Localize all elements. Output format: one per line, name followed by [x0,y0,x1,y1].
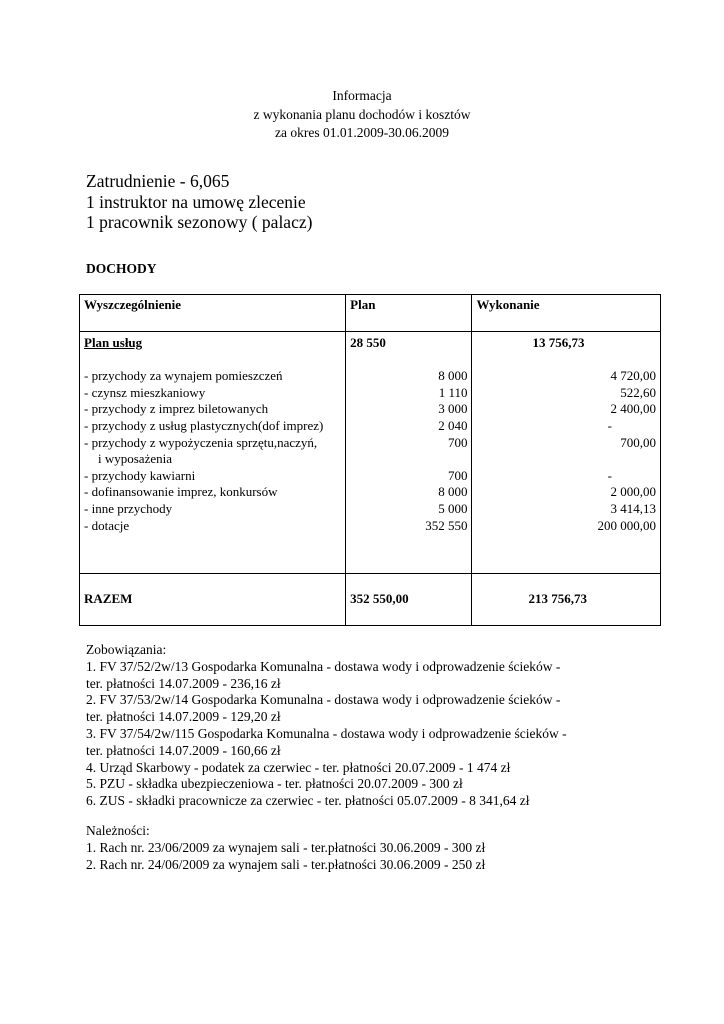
liability-line: 1. FV 37/52/2w/13 Gospodarka Komunalna - dostawa wody i odprowadzenie ścieków - [86,658,561,674]
employment-line: 1 pracownik sezonowy ( palacz) [86,212,313,232]
receivable-line: 1. Rach nr. 23/06/2009 za wynajem sali - ter.płatności 30.06.2009 - 300 zł [86,839,486,855]
liabilities-section [86,642,567,810]
table-header-row [80,295,661,332]
row-label: - czynsz mieszkaniowy [84,384,206,400]
liability-line: 3. FV 37/54/2w/115 Gospodarka Komunalna - dostawa wody i odprowadzenie ścieków - [86,725,567,741]
row-label: - przychody kawiarni [84,467,196,483]
liability-line: 4. Urząd Skarbowy - podatek za czerwiec - ter. płatności 20.07.2009 - 1 474 zł [86,759,511,775]
plan-total-label: Plan usług [84,335,143,350]
header-period: za okres 01.01.2009-30.06.2009 [275,125,449,140]
column-header: Wyszczególnienie [80,295,346,332]
plan-value: 2 040 [438,417,468,433]
header-subtitle: z wykonania planu dochodów i kosztów [253,106,471,122]
actual-value: 200 000,00 [597,517,656,533]
row-label: - przychody z usług plastycznych(dof imprez) [84,417,324,433]
actual-cell [472,332,661,574]
plan-value: 352 550 [425,517,468,533]
column-header: Wykonanie [472,295,661,332]
actual-value: 4 720,00 [610,368,656,384]
plan-value: 700 [447,467,468,483]
total-actual: 213 756,73 [472,574,661,626]
employment-line: Zatrudnienie - 6,065 [86,171,230,191]
total-plan: 352 550,00 [346,574,472,626]
column-header: Plan [346,295,472,332]
labels-cell [80,332,346,574]
section-title: DOCHODY [86,261,157,276]
receivables-title: Należności: [86,823,150,838]
liability-line: 2. FV 37/53/2w/14 Gospodarka Komunalna - dostawa wody i odprowadzenie ścieków - [86,692,561,708]
table-body-row [80,332,661,574]
row-label: - przychody z imprez biletowanych [84,401,269,417]
plan-value: 3 000 [438,401,468,417]
liability-line: 5. PZU - składka ubezpieczeniowa - ter. płatności 20.07.2009 - 300 zł [86,776,463,792]
actual-value: 2 400,00 [610,401,656,417]
actual-value: 522,60 [620,384,656,400]
total-label: RAZEM [80,574,346,626]
plan-value: 8 000 [438,368,468,384]
employment-info [86,171,312,233]
document-header [0,87,724,143]
receivables-section [86,823,485,873]
actual-value: - [607,417,612,433]
income-table [79,294,661,626]
actual-total-value: 13 756,73 [532,335,585,350]
plan-value: 5 000 [438,500,468,516]
liability-line: ter. płatności 14.07.2009 - 160,66 zł [86,742,281,758]
header-title: Informacja [332,88,392,103]
row-label: - dotacje [84,517,130,533]
plan-total-value: 28 550 [350,335,386,350]
plan-cell [346,332,472,574]
row-label: - inne przychody [84,500,173,516]
row-label: - przychody za wynajem pomieszczeń [84,368,283,384]
plan-value: 700 [447,434,468,450]
actual-value: 3 414,13 [610,500,656,516]
liability-line: 6. ZUS - składki pracownicze za czerwiec - ter. płatności 05.07.2009 - 8 341,64 zł [86,793,530,809]
plan-value: 8 000 [438,484,468,500]
employment-line: 1 instruktor na umowę zlecenie [86,191,306,212]
actual-value: - [607,467,612,483]
row-label: - przychody z wypożyczenia sprzętu,naczyń, [84,434,318,450]
liabilities-title: Zobowiązania: [86,642,167,657]
actual-value: 700,00 [620,434,656,450]
table-total-row [80,574,661,626]
row-label: - dofinansowanie imprez, konkursów [84,484,278,500]
liability-line: ter. płatności 14.07.2009 - 129,20 zł [86,709,281,725]
receivable-line: 2. Rach nr. 24/06/2009 za wynajem sali - ter.płatności 30.06.2009 - 250 zł [86,856,486,872]
actual-value: 2 000,00 [610,484,656,500]
liability-line: ter. płatności 14.07.2009 - 236,16 zł [86,675,281,691]
plan-value: 1 110 [438,384,468,400]
row-label-continued: i wyposażenia [98,451,173,467]
